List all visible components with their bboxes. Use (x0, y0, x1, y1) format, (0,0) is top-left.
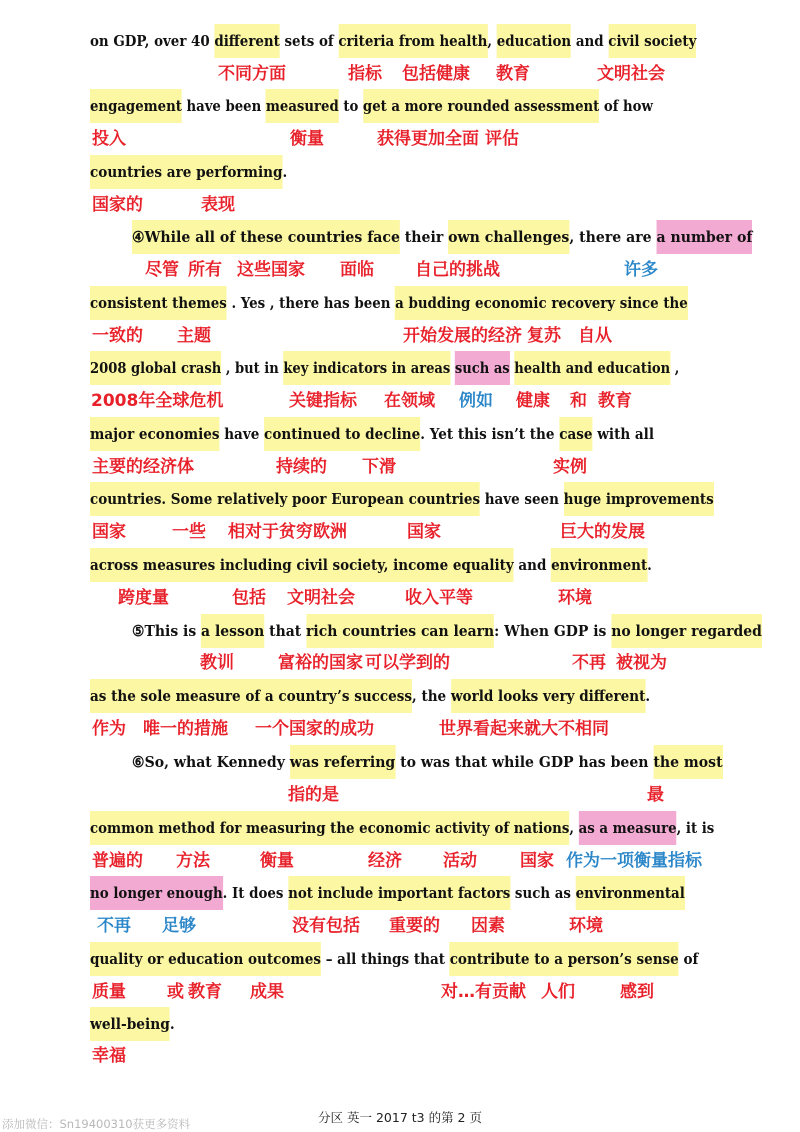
passage-text: , (487, 32, 497, 50)
chinese-annotation: 可以学到的 (365, 653, 450, 673)
chinese-annotation: 作为 (92, 719, 126, 739)
passage-text: sets of (279, 32, 339, 50)
yellow-highlight: no longer regarded (611, 614, 762, 648)
chinese-annotation: 开始发展的经济 (403, 326, 522, 346)
passage-text: and (513, 556, 552, 574)
chinese-annotation: 富裕的国家 (278, 653, 363, 673)
chinese-annotation: 国家 (92, 522, 126, 542)
yellow-highlight: countries. Some relatively poor European countries (90, 482, 480, 516)
chinese-annotation: 实例 (553, 457, 587, 477)
translation-line (0, 586, 800, 610)
yellow-highlight: not include important factors (288, 876, 510, 910)
yellow-highlight: environmental (576, 876, 685, 910)
yellow-highlight: quality or education outcomes (90, 942, 321, 976)
chinese-annotation: 文明社会 (287, 588, 355, 608)
chinese-annotation: 教育 (598, 391, 632, 411)
passage-text: , but in (221, 359, 284, 377)
chinese-annotation: 国家的 (92, 195, 143, 215)
passage-text: of (678, 950, 699, 968)
translation-line (0, 849, 800, 873)
passage-text: have seen (480, 490, 564, 508)
yellow-highlight: criteria from health (338, 24, 487, 58)
chinese-annotation: 主要的经济体 (92, 457, 194, 477)
passage-line (132, 614, 762, 648)
yellow-highlight: well-being (90, 1007, 170, 1041)
passage-text: and (571, 32, 609, 50)
chinese-annotation: 国家 (407, 522, 441, 542)
chinese-annotation: 不再 (572, 653, 606, 673)
chinese-annotation: 自己的挑战 (415, 260, 500, 280)
chinese-annotation: 幸福 (92, 1046, 126, 1066)
translation-line (0, 127, 800, 151)
passage-text: : When GDP is (494, 622, 612, 640)
translation-line (0, 980, 800, 1004)
chinese-annotation: 环境 (558, 588, 592, 608)
chinese-annotation: 评估 (485, 129, 519, 149)
chinese-annotation: 因素 (471, 916, 505, 936)
translation-line (0, 783, 800, 807)
chinese-annotation: 一些 (172, 522, 206, 542)
chinese-annotation: 巨大的发展 (560, 522, 645, 542)
passage-text: with all (592, 425, 654, 443)
passage-line (90, 286, 688, 320)
chinese-annotation: 被视为 (616, 653, 667, 673)
passage-text: . (645, 687, 651, 705)
yellow-highlight: ④While all of these countries face (132, 220, 400, 254)
pink-highlight: such as (455, 351, 510, 385)
translation-line (0, 62, 800, 86)
chinese-annotation: 重要的 (389, 916, 440, 936)
chinese-annotation: 跨度量 (118, 588, 169, 608)
passage-line (90, 482, 714, 516)
yellow-highlight: was referring (290, 745, 395, 779)
chinese-annotation: 下滑 (362, 457, 396, 477)
chinese-annotation: 许多 (624, 260, 658, 280)
passage-text: , (670, 359, 680, 377)
chinese-annotation: 包括 (232, 588, 266, 608)
chinese-annotation: 活动 (443, 851, 477, 871)
passage-text: their (399, 228, 449, 246)
translation-line (0, 324, 800, 348)
passage-text: have been (181, 97, 266, 115)
passage-line (90, 351, 679, 385)
passage-line (90, 417, 654, 451)
yellow-highlight: a lesson (201, 614, 264, 648)
chinese-annotation: 经济 (368, 851, 402, 871)
chinese-annotation: 方法 (176, 851, 210, 871)
yellow-highlight: the most (653, 745, 722, 779)
chinese-annotation: 和 (570, 391, 587, 411)
yellow-highlight: common method for measuring the economic activity of nations (90, 811, 569, 845)
chinese-annotation: 包括健康 (402, 64, 470, 84)
chinese-annotation: 获得更加全面 (377, 129, 479, 149)
chinese-annotation: 所有 (188, 260, 222, 280)
chinese-annotation: 不同方面 (218, 64, 286, 84)
yellow-highlight: countries are performing (90, 155, 283, 189)
translation-line (0, 717, 800, 741)
pink-highlight: no longer enough (90, 876, 223, 910)
yellow-highlight: different (214, 24, 279, 58)
chinese-annotation: 一个国家的成功 (255, 719, 374, 739)
passage-text: – all things that (320, 950, 450, 968)
chinese-annotation: 健康 (516, 391, 550, 411)
passage-text: . It does (222, 884, 289, 902)
chinese-annotation: 例如 (459, 391, 493, 411)
passage-line (90, 89, 653, 123)
yellow-highlight: major economies (90, 417, 219, 451)
chinese-annotation: 对…有贡献 (441, 982, 526, 1002)
translation-line (0, 1044, 800, 1068)
translation-line (0, 258, 800, 282)
passage-line (90, 1007, 175, 1041)
chinese-annotation: 主题 (177, 326, 211, 346)
translation-line (0, 389, 800, 413)
translation-line (0, 520, 800, 544)
passage-text: . (647, 556, 652, 574)
passage-line (90, 155, 287, 189)
chinese-annotation: 没有包括 (292, 916, 360, 936)
passage-text: . (282, 163, 288, 181)
yellow-highlight: engagement (90, 89, 182, 123)
yellow-highlight: get a more rounded assessment (363, 89, 599, 123)
translation-line (0, 193, 800, 217)
passage-text: ⑥So, what Kennedy (132, 753, 290, 771)
passage-text: , the (412, 687, 451, 705)
chinese-annotation: 关键指标 (289, 391, 357, 411)
chinese-annotation: 收入平等 (405, 588, 473, 608)
chinese-annotation: 最 (647, 785, 664, 805)
yellow-highlight: key indicators in areas (283, 351, 450, 385)
yellow-highlight: continued to decline (264, 417, 420, 451)
yellow-highlight: huge improvements (564, 482, 714, 516)
chinese-annotation: 教育 (496, 64, 530, 84)
passage-text: , it is (676, 819, 715, 837)
chinese-annotation: 世界看起来就大不相同 (439, 719, 609, 739)
chinese-annotation: 面临 (340, 260, 374, 280)
passage-text: of how (599, 97, 653, 115)
passage-line (90, 811, 714, 845)
passage-text: have (219, 425, 265, 443)
passage-text: to (338, 97, 363, 115)
passage-line (132, 745, 723, 779)
translation-line (0, 651, 800, 675)
yellow-highlight: civil society (608, 24, 696, 58)
translation-line (0, 455, 800, 479)
chinese-annotation: 指标 (348, 64, 382, 84)
yellow-highlight: across measures including civil society, income equality (90, 548, 514, 582)
chinese-annotation: 作为一项衡量指标 (566, 851, 702, 871)
passage-text: . (169, 1015, 175, 1033)
yellow-highlight: education (497, 24, 571, 58)
yellow-highlight: consistent themes (90, 286, 227, 320)
yellow-highlight: rich countries can learn (306, 614, 494, 648)
yellow-highlight: world looks very different (451, 679, 646, 713)
chinese-annotation: 质量 (92, 982, 126, 1002)
chinese-annotation: 衡量 (260, 851, 294, 871)
chinese-annotation: 感到 (620, 982, 654, 1002)
chinese-annotation: 环境 (569, 916, 603, 936)
yellow-highlight: measured (266, 89, 339, 123)
chinese-annotation: 在领域 (384, 391, 435, 411)
yellow-highlight: environment (551, 548, 647, 582)
passage-text: to was that while GDP has been (395, 753, 654, 771)
chinese-annotation: 教训 (200, 653, 234, 673)
chinese-annotation: 一致的 (92, 326, 143, 346)
chinese-annotation: 这些国家 (237, 260, 305, 280)
chinese-annotation: 指的是 (288, 785, 339, 805)
passage-text: . Yes , there has been (226, 294, 396, 312)
chinese-annotation: 相对于贫穷欧洲 (228, 522, 347, 542)
yellow-highlight: contribute to a person’s sense (450, 942, 679, 976)
passage-text: ⑤This is (132, 622, 202, 640)
watermark-text: 添加微信：Sn19400310获更多资料 (2, 1117, 191, 1131)
chinese-annotation: 足够 (162, 916, 196, 936)
chinese-annotation: 复苏 (527, 326, 561, 346)
chinese-annotation: 投入 (92, 129, 126, 149)
chinese-annotation: 唯一的措施 (143, 719, 228, 739)
chinese-annotation: 2008年全球危机 (91, 391, 224, 411)
chinese-annotation: 国家 (520, 851, 554, 871)
chinese-annotation: 表现 (201, 195, 235, 215)
chinese-annotation: 人们 (541, 982, 575, 1002)
chinese-annotation: 持续的 (276, 457, 327, 477)
passage-text: , there are (569, 228, 657, 246)
yellow-highlight: as the sole measure of a country’s success (90, 679, 412, 713)
passage-line (90, 24, 696, 58)
chinese-annotation: 文明社会 (597, 64, 665, 84)
page-footer: 分区 英一 2017 t3 的第 2 页 (318, 1110, 482, 1125)
passage-line (90, 942, 698, 976)
pink-highlight: a number of (657, 220, 753, 254)
yellow-highlight: own challenges (448, 220, 569, 254)
translation-line (0, 914, 800, 938)
yellow-highlight: health and education (514, 351, 670, 385)
passage-line (132, 220, 752, 254)
pink-highlight: as a measure (579, 811, 677, 845)
passage-text: that (264, 622, 307, 640)
chinese-annotation: 教育 (188, 982, 222, 1002)
passage-text: such as (510, 884, 576, 902)
chinese-annotation: 衡量 (290, 129, 324, 149)
passage-text: , (569, 819, 579, 837)
chinese-annotation: 或 (167, 982, 184, 1002)
yellow-highlight: case (559, 417, 592, 451)
chinese-annotation: 普遍的 (92, 851, 143, 871)
passage-line (90, 679, 650, 713)
chinese-annotation: 尽管 (145, 260, 179, 280)
passage-line (90, 876, 685, 910)
yellow-highlight: 2008 global crash (90, 351, 221, 385)
passage-text: on GDP, over 40 (90, 32, 215, 50)
passage-line (90, 548, 652, 582)
chinese-annotation: 不再 (97, 916, 131, 936)
yellow-highlight: a budding economic recovery since the (395, 286, 688, 320)
chinese-annotation: 自从 (578, 326, 612, 346)
chinese-annotation: 成果 (250, 982, 284, 1002)
passage-text: . Yet this isn’t the (420, 425, 560, 443)
